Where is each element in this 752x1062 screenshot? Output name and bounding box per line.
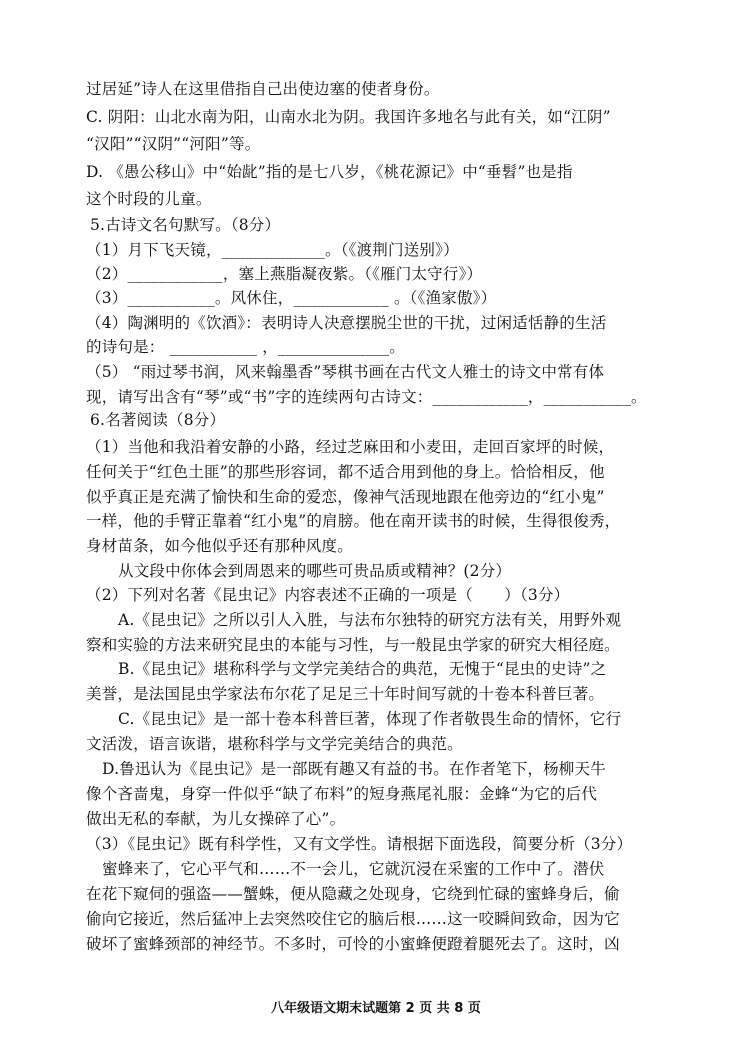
text-line: （4）陶渊明的《饮酒》：表明诗人决意摆脱尘世的干扰，过闲适恬静的生活 bbox=[86, 314, 607, 332]
text-line: 在花下窥伺的强盗——蟹蛛，便从隐藏之处现身，它绕到忙碌的蜜蜂身后，偷 bbox=[86, 885, 620, 903]
text-line: D. 《愚公移山》中“始龀”指的是七八岁，《桃花源记》中“垂髫”也是指 bbox=[86, 163, 573, 181]
text-line: （1）当他和我沿着安静的小路，经过芝麻田和小麦田，走回百家坪的时候， bbox=[86, 438, 615, 456]
text-line: 任何关于“红色土匪”的那些形容词，都不适合用到他的身上。恰恰相反，他 bbox=[86, 463, 605, 481]
text-line: （2）下列对名著《昆虫记》内容表述不正确的一项是（ ）（3分） bbox=[86, 586, 570, 604]
text-line: （3）《昆虫记》既有科学性，又有文学性。请根据下面选段，简要分析（3分） bbox=[86, 835, 633, 853]
section-heading: 5.古诗文名句默写。（8分） bbox=[90, 216, 281, 234]
text-line: 的诗句是： ___________ ，______________。 bbox=[86, 338, 405, 356]
option-a: A.《昆虫记》之所以引人入胜，与法布尔独特的研究方法有关，用野外观 bbox=[118, 611, 622, 629]
option-b: B.《昆虫记》堪称科学与文学完美结合的典范，无愧于“昆虫的史诗”之 bbox=[118, 660, 607, 678]
text-line: （5） “雨过琴书润，风来翰墨香”琴棋书画在古代文人雅士的诗文中常有体 bbox=[86, 363, 605, 381]
text-line: 一样，他的手臂正靠着“红小鬼”的肩膀。他在南开读书的时候，生得很俊秀， bbox=[86, 512, 621, 530]
text-line: 像个吝啬鬼，身穿一件似乎“缺了布料”的短身燕尾礼服：金蜂“为它的后代 bbox=[86, 785, 598, 803]
text-line: 蜜蜂来了，它心平气和……不一会儿，它就沉浸在采蜜的工作中了。潜伏 bbox=[102, 860, 605, 878]
text-line: C. 阴阳：山北水南为阳，山南水北为阴。我国许多地名与此有关，如“江阴” bbox=[86, 108, 611, 126]
text-line: 文活泼，语言诙谐，堪称科学与文学完美结合的典范。 bbox=[86, 735, 463, 753]
text-line: （3）___________。风休住，____________ 。（《渔家傲》） bbox=[86, 289, 497, 307]
section-heading: 6.名著阅读（8分） bbox=[90, 411, 226, 429]
text-line: （2）____________，塞上燕脂凝夜紫。（《雁门太守行》） bbox=[86, 265, 483, 283]
text-line: 这个时段的儿童。 bbox=[86, 190, 212, 208]
text-line: 偷向它接近，然后猛冲上去突然咬住它的脑后根……这一咬瞬间致命，因为它 bbox=[86, 910, 620, 928]
text-line: 察和实验的方法来研究昆虫的本能与习性，与一般昆虫学家的研究大相径庭。 bbox=[86, 636, 620, 654]
option-c: C.《昆虫记》是一部十卷本科普巨著，体现了作者敬畏生命的情怀，它行 bbox=[118, 710, 622, 728]
page-footer: 八年级语文期末试题第 2 页 共 8 页 bbox=[271, 1001, 481, 1016]
text-line: “汉阳”“汉阴”“河阳”等。 bbox=[86, 135, 261, 153]
text-line: 破坏了蜜蜂颈部的神经节。不多时，可怜的小蜜蜂便蹬着腿死去了。这时，凶 bbox=[86, 935, 620, 953]
text-line: 似乎真正是充满了愉快和生命的爱恋，像神气活现地跟在他旁边的“红小鬼” bbox=[86, 488, 605, 506]
text-line: 做出无私的奉献，为儿女操碎了心”。 bbox=[86, 810, 346, 828]
text-line: 现，请写出含有“琴”或“书”字的连续两句古诗文：____________，___________。 bbox=[86, 388, 647, 406]
text-line: （1）月下飞天镜，_____________。（《渡荆门送别》） bbox=[86, 241, 459, 259]
text-line: 从文段中你体会到周恩来的哪些可贵品质或精神？(2分） bbox=[118, 562, 512, 580]
option-d: D.鲁迅认为《昆虫记》是一部既有趣又有益的书。在作者笔下，杨柳天牛 bbox=[102, 760, 606, 778]
text-line: 过居延”诗人在这里借指自己出使边塞的使者身份。 bbox=[86, 80, 440, 98]
text-line: 美誉，是法国昆虫学家法布尔花了足足三十年时间写就的十卷本科普巨著。 bbox=[86, 685, 605, 703]
text-line: 身材苗条，如今他似乎还有那种风度。 bbox=[86, 537, 353, 555]
